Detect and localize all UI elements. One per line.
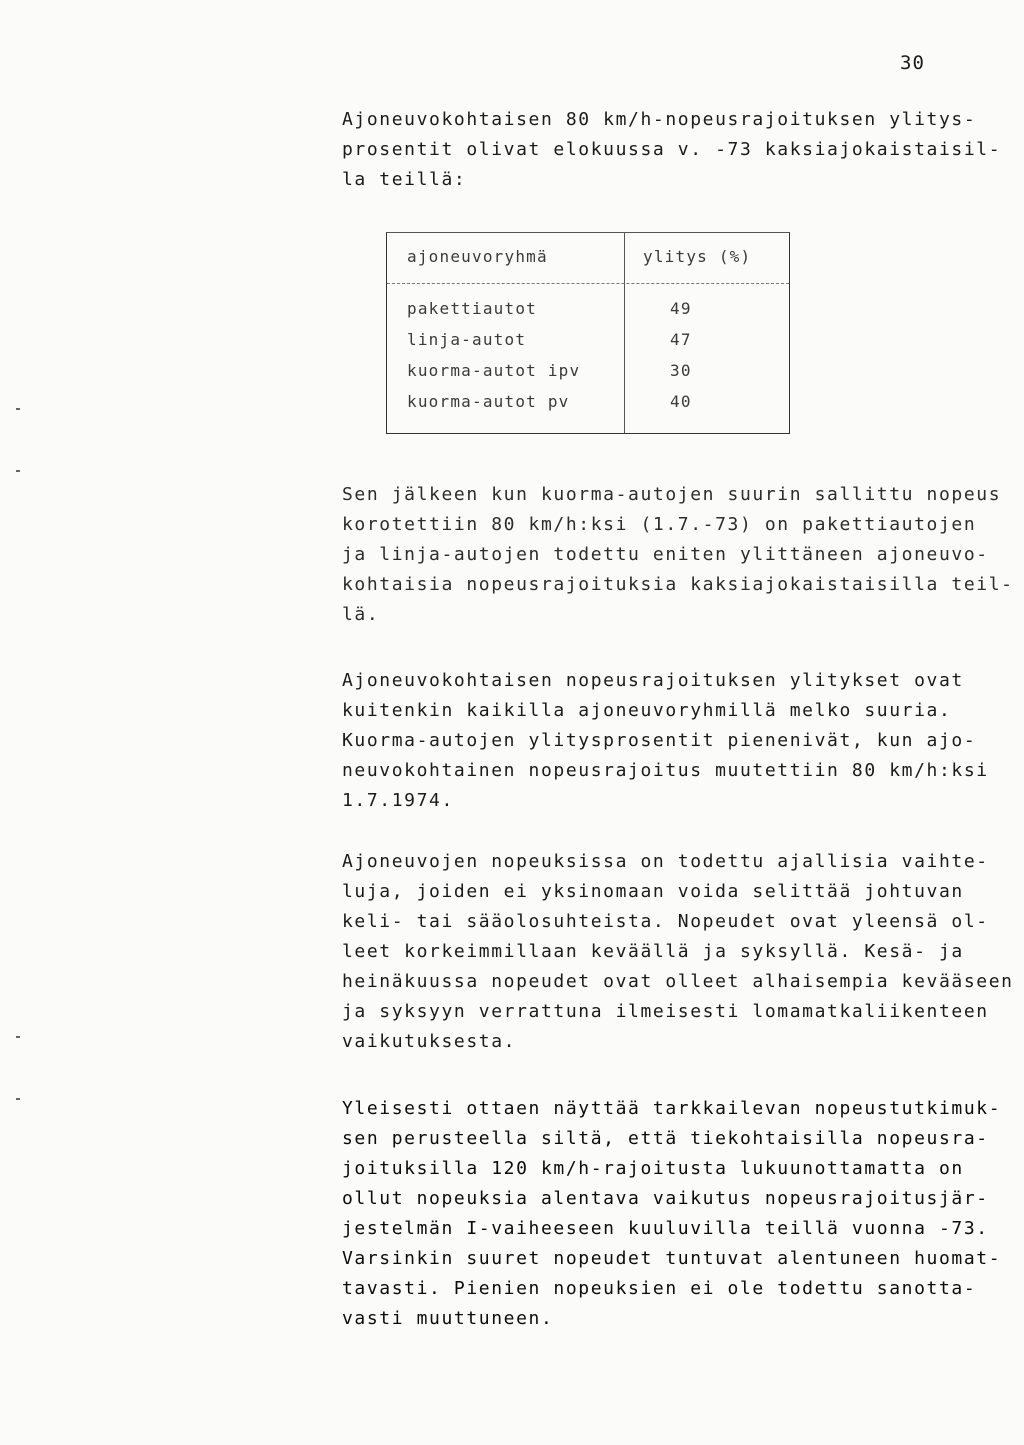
- table-cell-value: 47: [670, 330, 692, 349]
- text-line: kuitenkin kaikilla ajoneuvoryhmillä melko suuria.: [342, 700, 952, 721]
- text-line: Ajoneuvokohtaisen nopeusrajoituksen ylitykset ovat: [342, 670, 964, 691]
- text-line: ollut nopeuksia alentava vaikutus nopeusrajoitusjär-: [342, 1188, 989, 1209]
- table-row: [387, 293, 789, 324]
- text-line: Ajoneuvojen nopeuksissa on todettu ajallisia vaihte-: [342, 851, 989, 872]
- text-line: vasti muuttuneen.: [342, 1308, 554, 1329]
- table-cell-group: kuorma-autot pv: [407, 392, 570, 411]
- text-line: joituksilla 120 km/h-rajoitusta lukuunottamatta on: [342, 1158, 964, 1179]
- text-line: ja syksyyn verrattuna ilmeisesti lomamatkaliikenteen: [342, 1001, 989, 1022]
- table-row: [387, 386, 789, 417]
- table-body: [387, 293, 789, 417]
- text-line: la teillä:: [342, 169, 467, 190]
- margin-mark: [16, 1098, 20, 1100]
- table-cell-group: linja-autot: [407, 330, 527, 349]
- text-line: leet korkeimmillaan keväällä ja syksyllä. Kesä- ja: [342, 941, 964, 962]
- table-header-vehicle-group: ajoneuvoryhmä: [407, 247, 548, 266]
- table-header-exceedance: ylitys (%): [643, 247, 752, 266]
- text-line: neuvokohtainen nopeusrajoitus muutettiin 80 km/h:ksi: [342, 760, 989, 781]
- exceedance-table: [386, 232, 790, 434]
- text-line: heinäkuussa nopeudet ovat olleet alhaisempia kevääseen: [342, 971, 1014, 992]
- text-line: Yleisesti ottaen näyttää tarkkailevan nopeustutkimuk-: [342, 1098, 1002, 1119]
- text-line: sen perusteella siltä, että tiekohtaisilla nopeusra-: [342, 1128, 989, 1149]
- paragraph-speed-limit-intro: [342, 105, 1001, 195]
- text-line: luja, joiden ei yksinomaan voida selittää johtuvan: [342, 881, 964, 902]
- text-line: jestelmän I-vaiheeseen kuuluvilla teillä vuonna -73.: [342, 1218, 989, 1239]
- margin-mark: [16, 1036, 20, 1038]
- paragraph-vehicle-group-exceedances: [342, 666, 989, 816]
- paragraph-after-limit-change: [342, 480, 1014, 630]
- paragraph-seasonal-variation: [342, 847, 1014, 1057]
- table-cell-value: 30: [670, 361, 692, 380]
- table-cell-value: 49: [670, 299, 692, 318]
- paragraph-general-conclusion: [342, 1094, 1001, 1334]
- text-line: vaikutuksesta.: [342, 1031, 517, 1052]
- text-line: Sen jälkeen kun kuorma-autojen suurin sallittu nopeus: [342, 484, 1002, 505]
- table-cell-value: 40: [670, 392, 692, 411]
- text-line: korotettiin 80 km/h:ksi (1.7.-73) on pakettiautojen: [342, 514, 977, 535]
- text-line: keli- tai sääolosuhteista. Nopeudet ovat yleensä ol-: [342, 911, 989, 932]
- text-line: prosentit olivat elokuussa v. -73 kaksiajokaistaisil-: [342, 139, 1002, 160]
- text-line: Varsinkin suuret nopeudet tuntuvat alentuneen huomat-: [342, 1248, 1002, 1269]
- text-line: lä.: [342, 604, 380, 625]
- page-number: 30: [900, 52, 925, 74]
- margin-mark: [16, 408, 20, 410]
- table-cell-group: pakettiautot: [407, 299, 537, 318]
- text-line: Kuorma-autojen ylitysprosentit pienenivät, kun ajo-: [342, 730, 977, 751]
- text-line: Ajoneuvokohtaisen 80 km/h-nopeusrajoituksen ylitys-: [342, 109, 977, 130]
- table-row: [387, 324, 789, 355]
- text-line: ja linja-autojen todettu eniten ylittäneen ajoneuvo-: [342, 544, 989, 565]
- margin-mark: [16, 470, 20, 472]
- table-row: [387, 355, 789, 386]
- text-line: 1.7.1974.: [342, 790, 454, 811]
- table-header-divider: [387, 283, 789, 284]
- text-line: kohtaisia nopeusrajoituksia kaksiajokaistaisilla teil-: [342, 574, 1014, 595]
- text-line: tavasti. Pienien nopeuksien ei ole todettu sanotta-: [342, 1278, 977, 1299]
- table-cell-group: kuorma-autot ipv: [407, 361, 581, 380]
